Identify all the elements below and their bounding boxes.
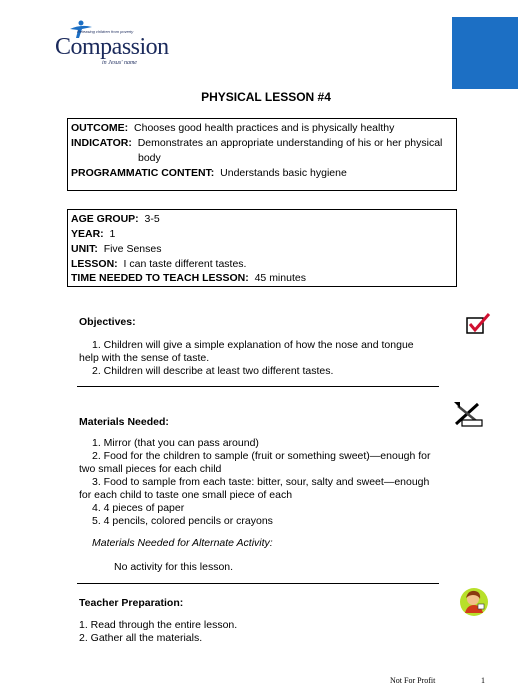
logo-wordmark: Compassion: [55, 34, 169, 60]
blue-corner-block: [452, 17, 518, 89]
material-item-3: 3. Food to sample from each taste: bitter, sour, salty and sweet—enough: [92, 476, 430, 488]
unit-line: [71, 243, 161, 255]
alternate-materials-text: No activity for this lesson.: [114, 561, 234, 573]
indicator-value-continued: body: [138, 152, 161, 164]
teacher-icon: [459, 587, 489, 617]
objective-item-1-continued: help with the sense of taste.: [79, 352, 210, 364]
preparation-item-1: 1. Read through the entire lesson.: [79, 619, 238, 631]
outcome-label: OUTCOME:: [71, 122, 129, 134]
materials-heading: Materials Needed:: [79, 416, 169, 428]
unit-value: Five Senses: [103, 243, 162, 255]
preparation-heading: Teacher Preparation:: [79, 597, 184, 609]
material-item-4: 4. 4 pieces of paper: [92, 502, 185, 514]
unit-label: UNIT:: [71, 243, 98, 255]
age-group-value: 3-5: [144, 213, 160, 225]
lesson-label: LESSON:: [71, 258, 118, 270]
objective-item-1: 1. Children will give a simple explanation of how the nose and tongue: [92, 339, 414, 351]
material-item-3-continued: for each child to taste one small piece of each: [79, 489, 293, 501]
lesson-info-box: [67, 209, 457, 287]
compassion-logo: [55, 22, 169, 70]
logo-subtitle: in Jesus' name: [102, 60, 137, 66]
outcome-box: [67, 118, 457, 191]
year-value: 1: [109, 228, 116, 240]
objective-item-2: 2. Children will describe at least two different tastes.: [92, 365, 334, 377]
lesson-line: [71, 258, 246, 270]
age-group-label: AGE GROUP:: [71, 213, 139, 225]
material-item-5: 5. 4 pencils, colored pencils or crayons: [92, 515, 273, 527]
preparation-item-2: 2. Gather all the materials.: [79, 632, 203, 644]
divider: [77, 386, 439, 387]
outcome-value: Chooses good health practices and is physically healthy: [134, 122, 395, 134]
programmatic-content-label: PROGRAMMATIC CONTENT:: [71, 167, 215, 179]
alternate-materials-heading: Materials Needed for Alternate Activity:: [92, 537, 273, 549]
lesson-value: I can taste different tastes.: [123, 258, 247, 270]
checkbox-check-icon: [465, 312, 491, 336]
page-number: 1: [481, 676, 485, 685]
time-needed-label: TIME NEEDED TO TEACH LESSON:: [71, 272, 249, 284]
footer-note: Not For Profit: [390, 676, 436, 685]
indicator-value: Demonstrates an appropriate understanding of his or her physical: [137, 137, 443, 149]
time-needed-line: [71, 272, 306, 284]
indicator-line: [71, 137, 442, 149]
material-item-2-continued: two small pieces for each child: [79, 463, 222, 475]
pencil-tools-icon: [452, 400, 486, 428]
age-group-line: [71, 213, 160, 225]
divider: [77, 583, 439, 584]
time-needed-value: 45 minutes: [254, 272, 306, 284]
material-item-2: 2. Food for the children to sample (fruit or something sweet)—enough for: [92, 450, 431, 462]
year-line: [71, 228, 115, 240]
logo-tagline: Releasing children from poverty: [77, 29, 134, 34]
material-item-1: 1. Mirror (that you can pass around): [92, 437, 259, 449]
page-title: PHYSICAL LESSON #4: [201, 90, 331, 104]
year-label: YEAR:: [71, 228, 104, 240]
outcome-line: [71, 122, 394, 134]
programmatic-content-value: Understands basic hygiene: [220, 167, 347, 179]
programmatic-content-line: [71, 167, 347, 179]
indicator-label: INDICATOR:: [71, 137, 132, 149]
objectives-heading: Objectives:: [79, 316, 136, 328]
